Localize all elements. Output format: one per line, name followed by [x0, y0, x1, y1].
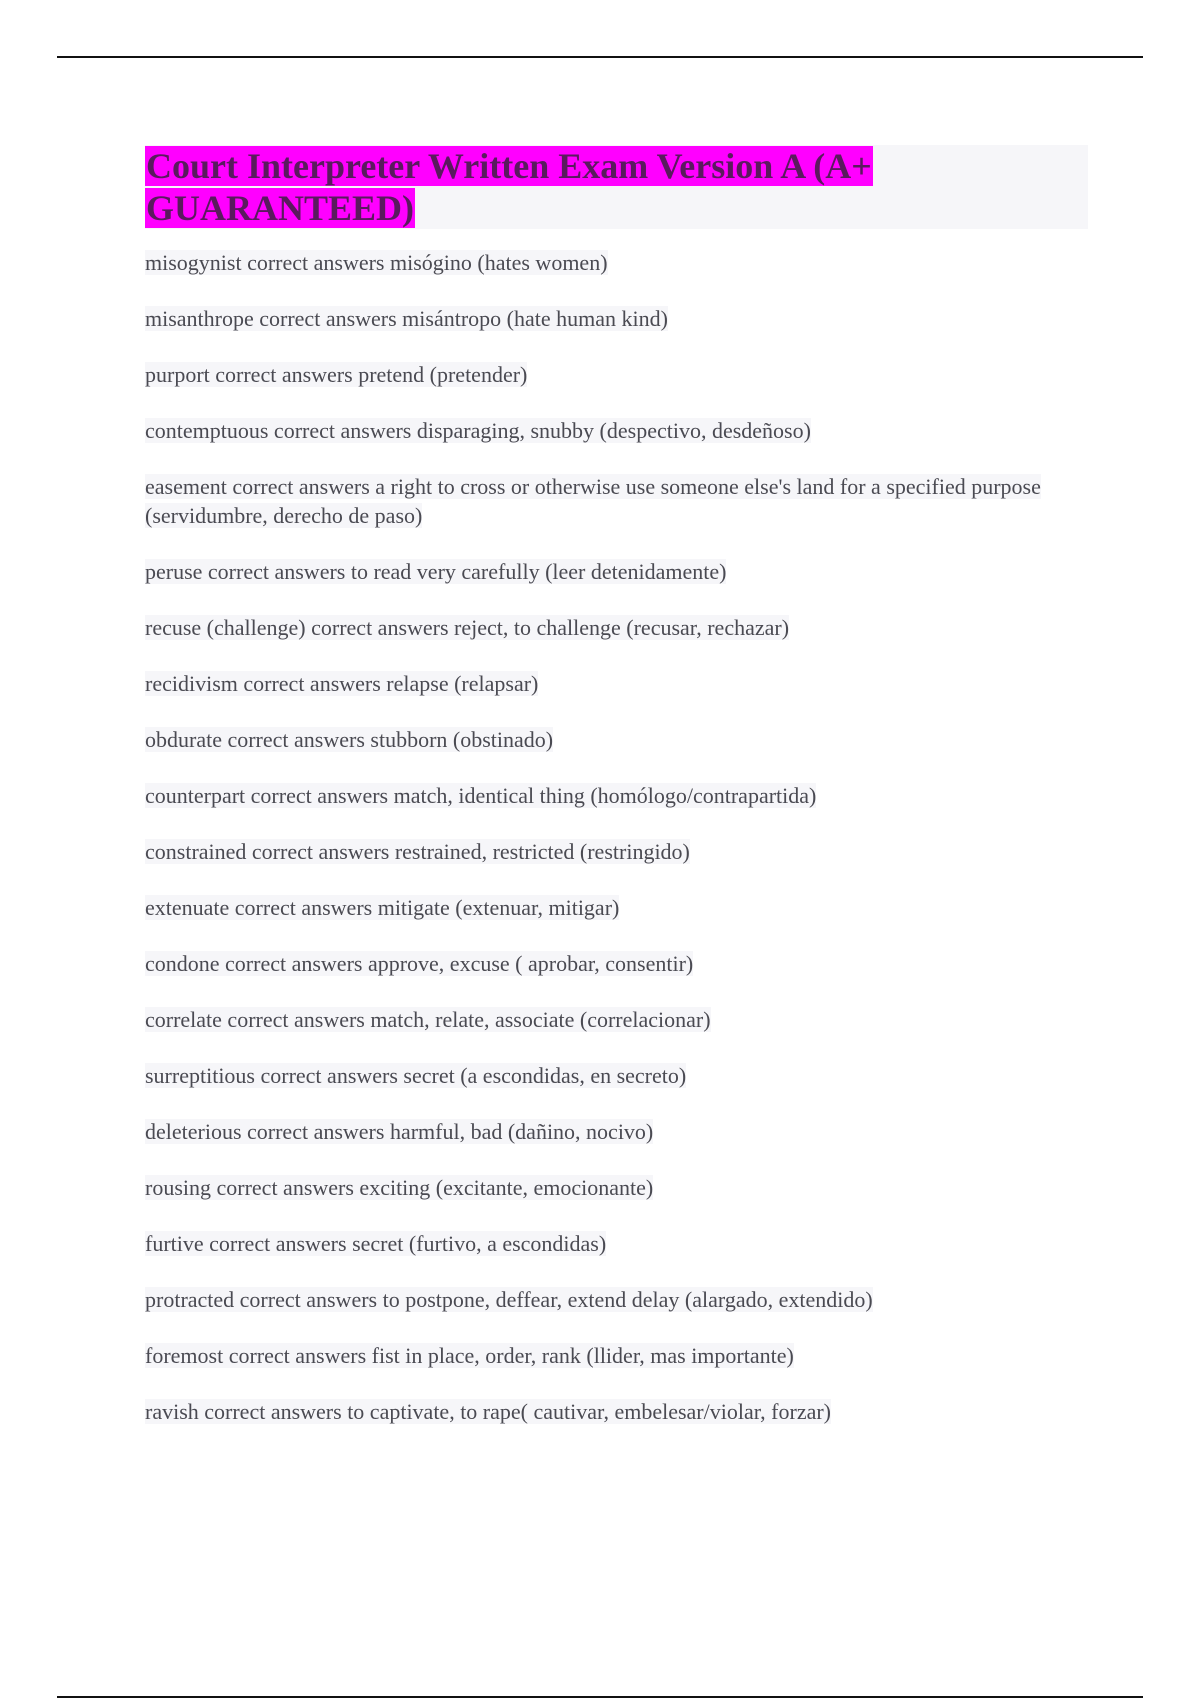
entry-recidivism: recidivism correct answers relapse (relapsar)	[145, 671, 539, 696]
entry-extenuate: extenuate correct answers mitigate (extenuar, mitigar)	[145, 895, 620, 920]
entry-misanthrope: misanthrope correct answers misántropo (hate human kind)	[145, 306, 668, 331]
top-rule	[57, 56, 1143, 58]
page-title	[145, 145, 1088, 229]
entry-recuse: recuse (challenge) correct answers reject, to challenge (recusar, rechazar)	[145, 615, 790, 640]
entry-condone: condone correct answers approve, excuse ( aprobar, consentir)	[145, 951, 694, 976]
entry-furtive: furtive correct answers secret (furtivo, a escondidas)	[145, 1231, 607, 1256]
document-body	[145, 145, 1088, 1426]
entry-protracted: protracted correct answers to postpone, deffear, extend delay (alargado, extendido)	[145, 1287, 873, 1312]
entry-ravish: ravish correct answers to captivate, to rape( cautivar, embelesar/violar, forzar)	[145, 1399, 832, 1424]
entry-counterpart: counterpart correct answers match, identical thing (homólogo/contrapartida)	[145, 783, 817, 808]
entry-rousing: rousing correct answers exciting (excitante, emocionante)	[145, 1175, 654, 1200]
title-line-1: Court Interpreter Written Exam Version A (A+	[146, 146, 872, 186]
title-block	[145, 145, 1088, 229]
entry-purport: purport correct answers pretend (pretender)	[145, 362, 528, 387]
entry-constrained: constrained correct answers restrained, restricted (restringido)	[145, 839, 690, 864]
entry-correlate: correlate correct answers match, relate, associate (correlacionar)	[145, 1007, 711, 1032]
entry-deleterious: deleterious correct answers harmful, bad (dañino, nocivo)	[145, 1119, 654, 1144]
entry-misogynist: misogynist correct answers misógino (hates women)	[145, 250, 608, 275]
entry-obdurate: obdurate correct answers stubborn (obstinado)	[145, 727, 554, 752]
entry-foremost: foremost correct answers fist in place, order, rank (llider, mas importante)	[145, 1343, 794, 1368]
entry-contemptuous: contemptuous correct answers disparaging, snubby (despectivo, desdeñoso)	[145, 418, 811, 443]
entry-surreptitious: surreptitious correct answers secret (a escondidas, en secreto)	[145, 1063, 687, 1088]
title-line-2: GUARANTEED)	[146, 188, 415, 228]
entry-peruse: peruse correct answers to read very carefully (leer detenidamente)	[145, 559, 727, 584]
entry-easement: easement correct answers a right to cross or otherwise use someone else's land for a specified purpose (servidumbre, derecho de paso)	[145, 474, 1041, 528]
bottom-rule	[57, 1696, 1143, 1698]
